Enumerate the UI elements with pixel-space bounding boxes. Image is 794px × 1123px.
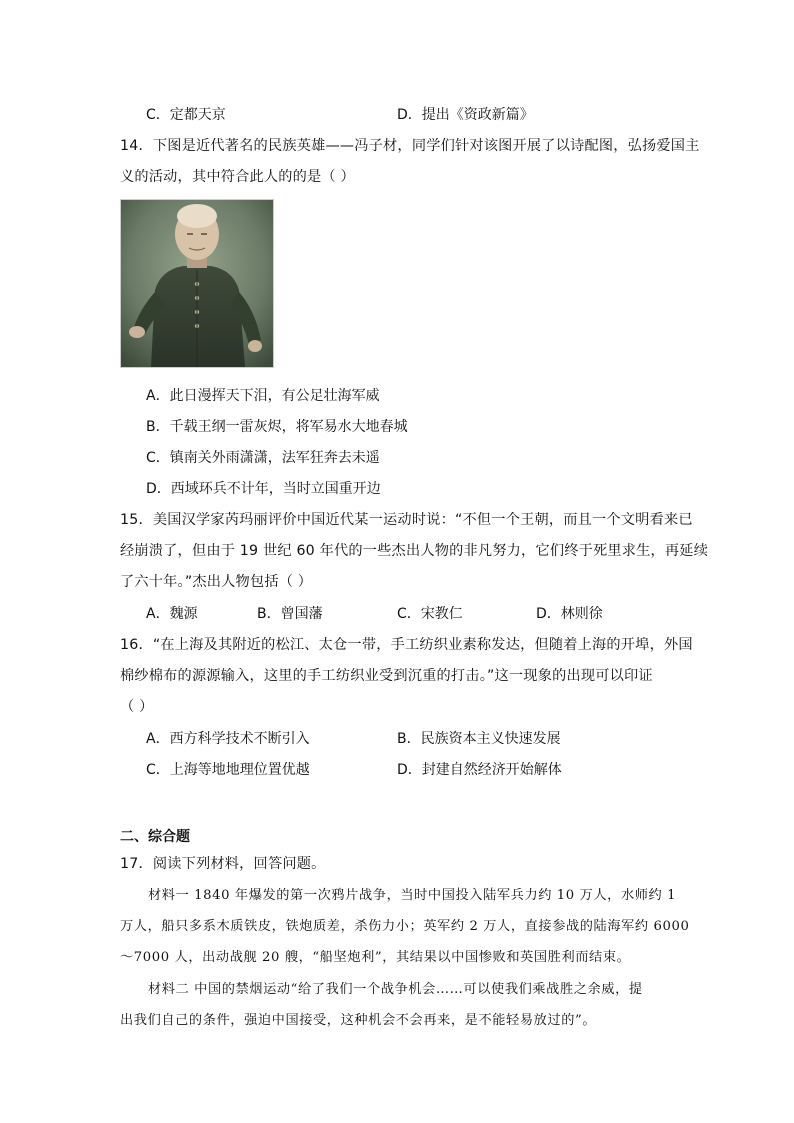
q14-option-d: D．西域环兵不计年，当时立国重开边 xyxy=(146,481,381,497)
q17-stem: 17．阅读下列材料，回答问题。 xyxy=(120,856,326,872)
q14-stem-line1: 14．下图是近代著名的民族英雄——冯子材，同学们针对该图开展了以诗配图，弘扬爱国主 xyxy=(120,138,700,154)
q16-stem-line3: （ ） xyxy=(120,699,154,715)
q15-option-b: B．曾国藩 xyxy=(257,606,323,622)
q16-option-b: B．民族资本主义快速发展 xyxy=(397,731,561,747)
q15-option-d: D．林则徐 xyxy=(536,606,603,622)
material2-line2: 出我们自己的条件，强迫中国接受，这种机会不会再来，是不能轻易放过的”。 xyxy=(120,1013,597,1028)
q14-option-a: A．此日漫挥天下泪，有公足壮海军威 xyxy=(146,388,380,404)
q16-option-c: C．上海等地地理位置优越 xyxy=(146,762,310,778)
q14-stem-line2: 义的活动，其中符合此人的的是（ ） xyxy=(120,169,355,185)
q16-stem-line2: 棉纱棉布的源源输入，这里的手工纺织业受到沉重的打击。”这一现象的出现可以印证 xyxy=(120,668,653,684)
section-title: 二、综合题 xyxy=(120,829,190,845)
q15-option-c: C．宋教仁 xyxy=(397,606,463,622)
q14-option-b: B．千载王纲一雷灰烬，将军易水大地春城 xyxy=(146,419,408,435)
q13-option-d: D．提出《资政新篇》 xyxy=(397,107,534,123)
q13-option-c: C．定都天京 xyxy=(146,107,226,123)
material1-line3: ～7000 人，出动战舰 20 艘，“船坚炮利”，其结果以中国惨败和英国胜利而结束。 xyxy=(120,950,631,965)
q16-option-d: D．封建自然经济开始解体 xyxy=(397,762,562,778)
q15-stem-line2: 经崩溃了，但由于 19 世纪 60 年代的一些杰出人物的非凡努力，它们终于死里求生，再延续 xyxy=(120,543,709,559)
q16-stem-line1: 16．“在上海及其附近的松江、太仓一带，手工纺织业素称发达，但随着上海的开埠，外国 xyxy=(120,637,693,653)
q15-stem-line3: 了六十年。”杰出人物包括（ ） xyxy=(120,574,313,590)
q14-option-c: C．镇南关外雨潇潇，法军狂奔去未遥 xyxy=(146,450,380,466)
material2-line1: 材料二 中国的禁烟运动“给了我们一个战争机会……可以使我们乘战胜之余威，提 xyxy=(148,982,643,997)
material1-line1: 材料一 1840 年爆发的第一次鸦片战争，当时中国投入陆军兵力约 10 万人，水师约 1 xyxy=(148,888,677,903)
material1-line2: 万人，船只多系木质铁皮，铁炮质差，杀伤力小；英军约 2 万人，直接参战的陆海军约 6000 xyxy=(120,919,690,934)
q16-option-a: A．西方科学技术不断引入 xyxy=(146,731,310,747)
q15-stem-line1: 15．美国汉学家芮玛丽评价中国近代某一运动时说：“不但一个王朝，而且一个文明看来已 xyxy=(120,512,693,528)
portrait-image xyxy=(120,199,274,368)
q15-option-a: A．魏源 xyxy=(146,606,198,622)
